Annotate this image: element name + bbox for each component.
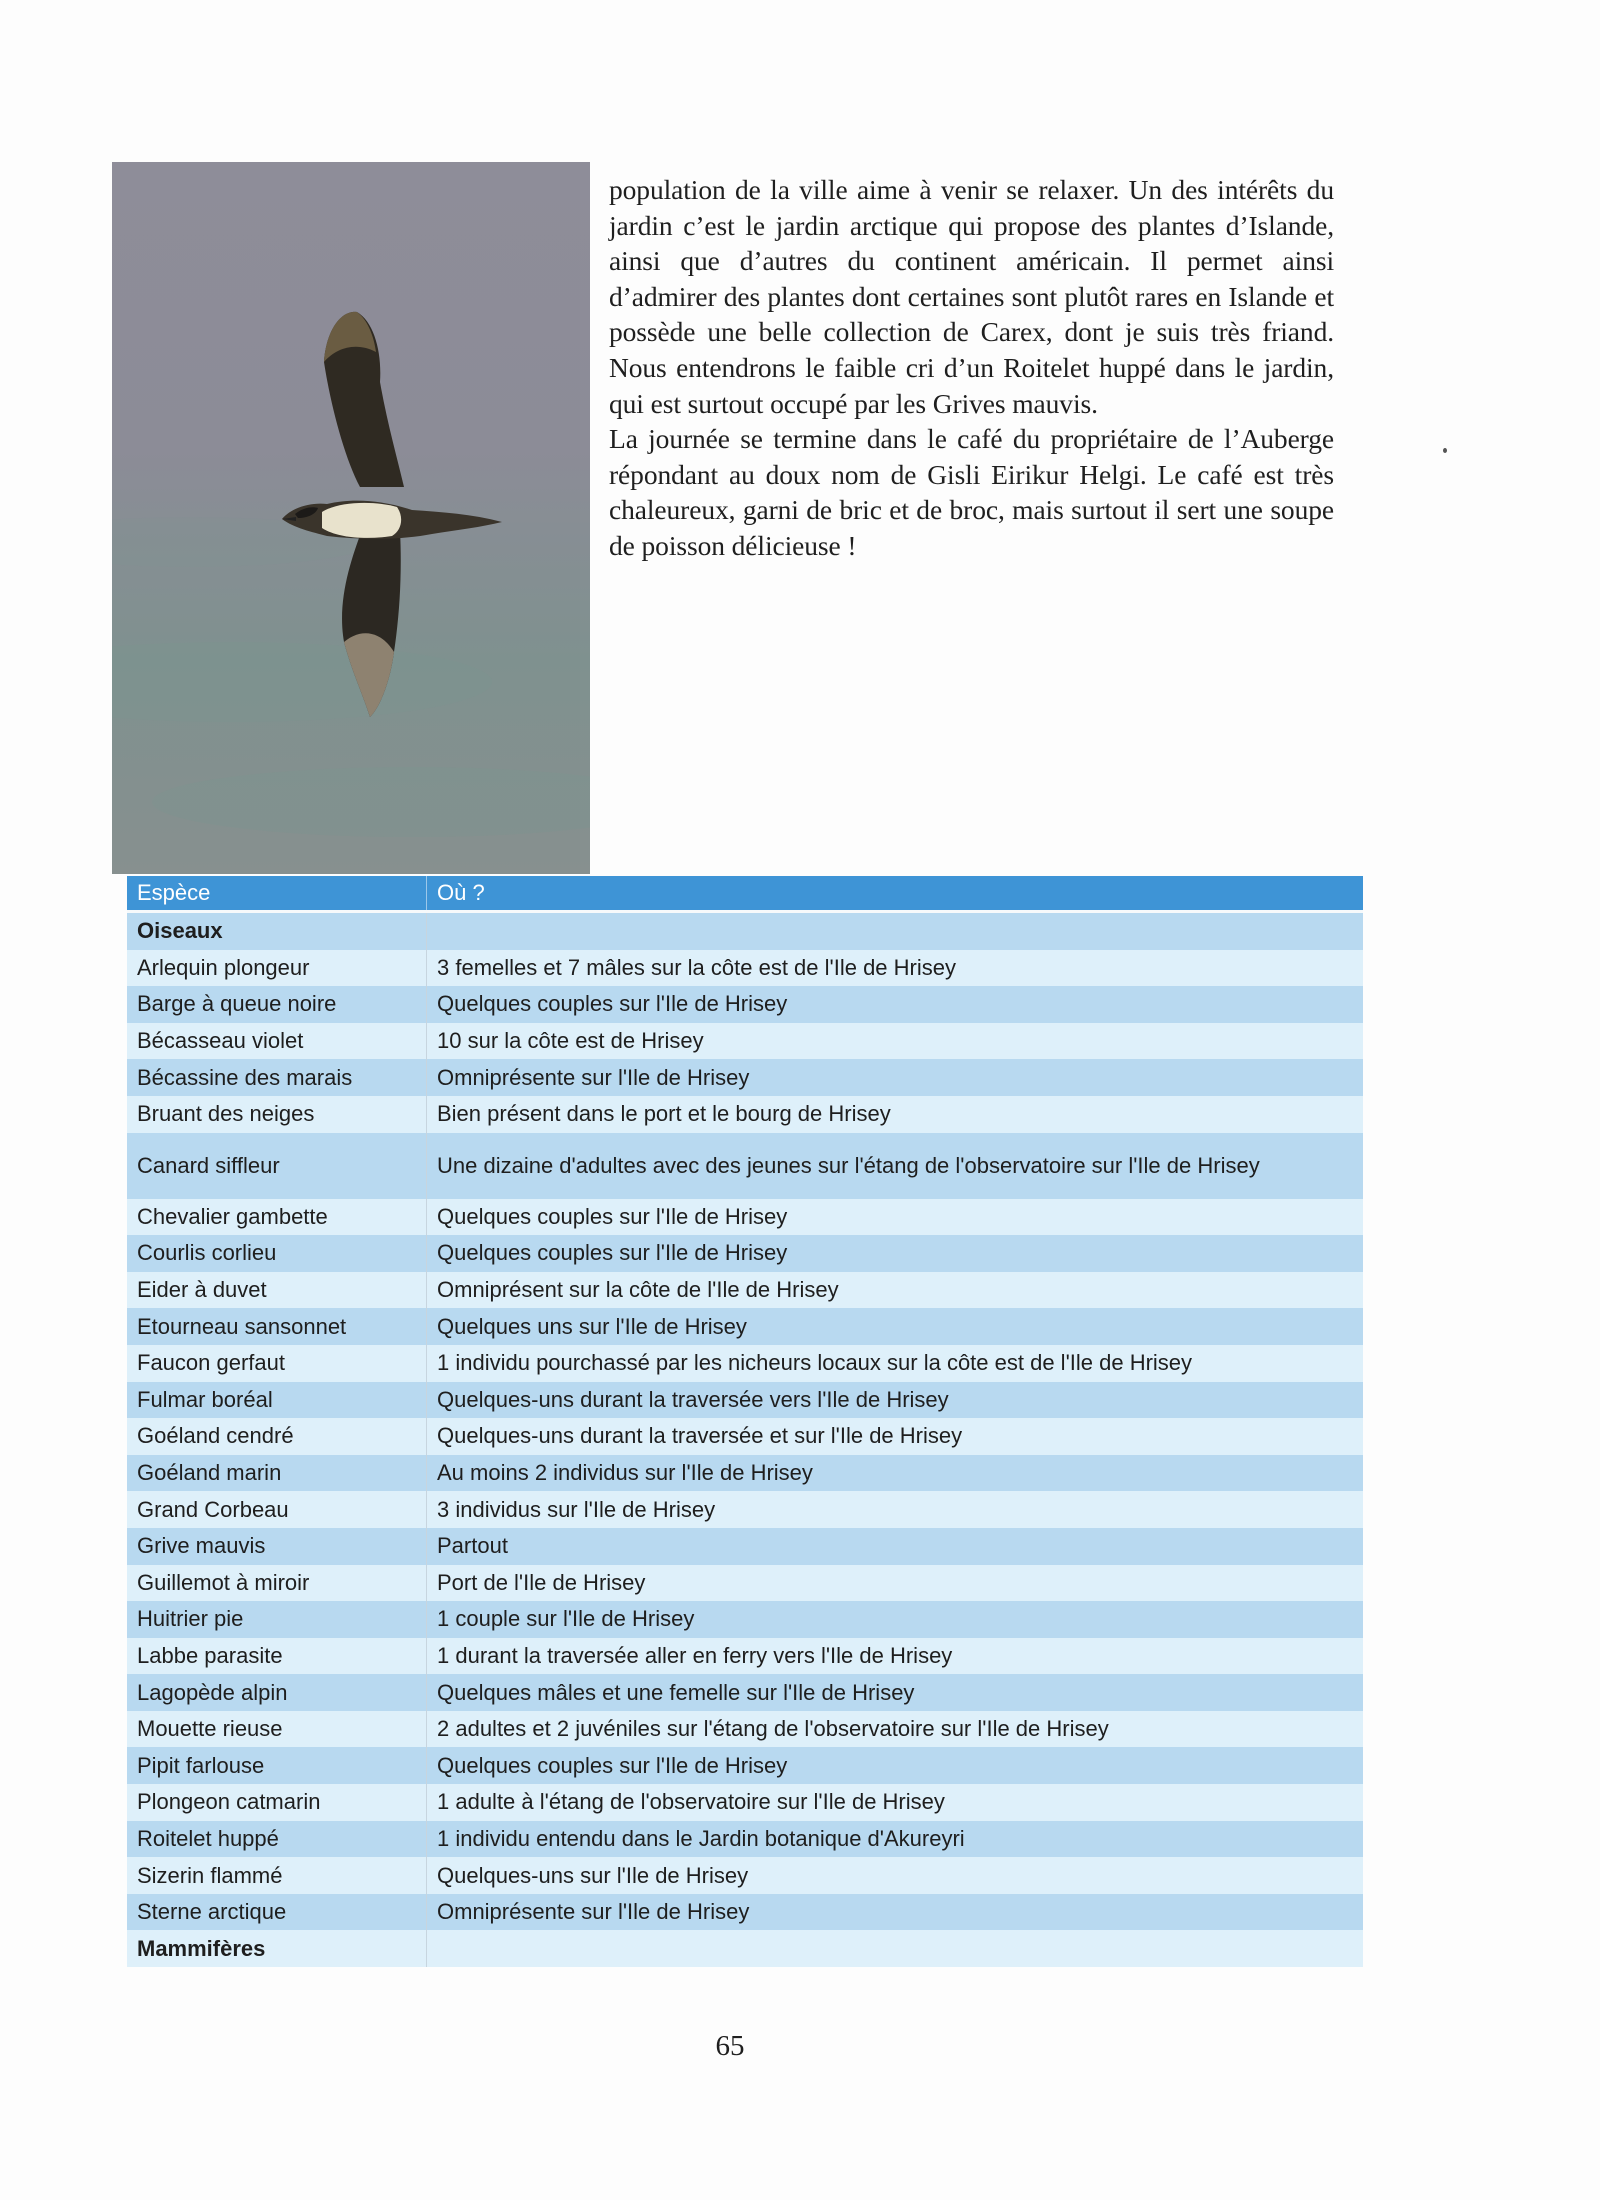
bird-illustration xyxy=(112,162,590,874)
location-cell: Quelques mâles et une femelle sur l'Ile de Hrisey xyxy=(427,1674,1364,1711)
location-cell: Bien présent dans le port et le bourg de Hrisey xyxy=(427,1096,1364,1133)
species-cell: Chevalier gambette xyxy=(127,1199,427,1236)
species-cell: Lagopède alpin xyxy=(127,1674,427,1711)
table-row xyxy=(127,986,1363,1023)
location-cell: Quelques couples sur l'Ile de Hrisey xyxy=(427,986,1364,1023)
species-cell: Grand Corbeau xyxy=(127,1491,427,1528)
location-cell: 2 adultes et 2 juvéniles sur l'étang de l'observatoire sur l'Ile de Hrisey xyxy=(427,1711,1364,1748)
location-cell: Omniprésente sur l'Ile de Hrisey xyxy=(427,1894,1364,1931)
location-cell: Port de l'Ile de Hrisey xyxy=(427,1565,1364,1602)
table-row xyxy=(127,1418,1363,1455)
location-cell: Quelques uns sur l'Ile de Hrisey xyxy=(427,1308,1364,1345)
location-cell: 3 individus sur l'Ile de Hrisey xyxy=(427,1491,1364,1528)
location-cell: Quelques couples sur l'Ile de Hrisey xyxy=(427,1235,1364,1272)
location-cell: Omniprésent sur la côte de l'Ile de Hrisey xyxy=(427,1272,1364,1309)
location-cell: Partout xyxy=(427,1528,1364,1565)
species-cell: Courlis corlieu xyxy=(127,1235,427,1272)
page-number: 65 xyxy=(715,2030,745,2062)
species-cell: Bruant des neiges xyxy=(127,1096,427,1133)
location-cell: Au moins 2 individus sur l'Ile de Hrisey xyxy=(427,1455,1364,1492)
table-row xyxy=(127,1894,1363,1931)
table-header-row xyxy=(127,876,1363,912)
table-body xyxy=(127,912,1363,1968)
table-group-row xyxy=(127,912,1363,950)
group-label-cell: Mammifères xyxy=(127,1930,427,1967)
table-row xyxy=(127,1272,1363,1309)
location-cell: 3 femelles et 7 mâles sur la côte est de l'Ile de Hrisey xyxy=(427,950,1364,987)
location-cell: Omniprésente sur l'Ile de Hrisey xyxy=(427,1059,1364,1096)
table-row xyxy=(127,1747,1363,1784)
bird-photo xyxy=(112,162,590,874)
table-row xyxy=(127,1528,1363,1565)
table-row xyxy=(127,1382,1363,1419)
article-paragraph: population de la ville aime à venir se relaxer. Un des intérêts du jardin c’est le jardin arctique qui propose des plantes d’Islande, ainsi que d’autres du continent américain. Il permet ainsi d’admirer des plantes dont certaines sont plutôt rares en Islande et possède une belle collection de Carex, dont je suis très friand. Nous entendrons le faible cri d’un Roitelet huppé dans le jardin, qui est surtout occupé par les Grives mauvis. xyxy=(609,174,1334,419)
table-row xyxy=(127,1235,1363,1272)
location-cell: Quelques-uns durant la traversée vers l'Ile de Hrisey xyxy=(427,1382,1364,1419)
species-cell: Arlequin plongeur xyxy=(127,950,427,987)
species-cell: Grive mauvis xyxy=(127,1528,427,1565)
article-text xyxy=(609,172,1334,564)
species-cell: Fulmar boréal xyxy=(127,1382,427,1419)
table-row xyxy=(127,1308,1363,1345)
species-table xyxy=(127,876,1363,1967)
table-row xyxy=(127,1059,1363,1096)
species-cell: Mouette rieuse xyxy=(127,1711,427,1748)
location-cell: Une dizaine d'adultes avec des jeunes sur l'étang de l'observatoire sur l'Ile de Hrisey xyxy=(427,1133,1364,1199)
location-cell: 1 individu pourchassé par les nicheurs locaux sur la côte est de l'Ile de Hrisey xyxy=(427,1345,1364,1382)
table-row xyxy=(127,1455,1363,1492)
species-cell: Sizerin flammé xyxy=(127,1857,427,1894)
column-header-species: Espèce xyxy=(127,876,427,912)
table-row xyxy=(127,1345,1363,1382)
table-row xyxy=(127,950,1363,987)
location-cell: 1 durant la traversée aller en ferry vers l'Ile de Hrisey xyxy=(427,1638,1364,1675)
species-cell: Faucon gerfaut xyxy=(127,1345,427,1382)
table-row xyxy=(127,1711,1363,1748)
species-cell: Guillemot à miroir xyxy=(127,1565,427,1602)
location-cell: Quelques-uns sur l'Ile de Hrisey xyxy=(427,1857,1364,1894)
species-cell: Huitrier pie xyxy=(127,1601,427,1638)
location-cell: Quelques couples sur l'Ile de Hrisey xyxy=(427,1199,1364,1236)
location-cell xyxy=(427,1930,1364,1967)
species-cell: Plongeon catmarin xyxy=(127,1784,427,1821)
table-group-row xyxy=(127,1930,1363,1967)
table-row xyxy=(127,1638,1363,1675)
group-label-cell: Oiseaux xyxy=(127,912,427,950)
species-cell: Eider à duvet xyxy=(127,1272,427,1309)
scan-speck xyxy=(1443,448,1447,453)
table-row xyxy=(127,1821,1363,1858)
table-row xyxy=(127,1784,1363,1821)
table-row xyxy=(127,1023,1363,1060)
species-cell: Pipit farlouse xyxy=(127,1747,427,1784)
species-cell: Goéland cendré xyxy=(127,1418,427,1455)
species-cell: Etourneau sansonnet xyxy=(127,1308,427,1345)
table-row xyxy=(127,1601,1363,1638)
table-row xyxy=(127,1565,1363,1602)
location-cell: 1 individu entendu dans le Jardin botanique d'Akureyri xyxy=(427,1821,1364,1858)
species-cell: Labbe parasite xyxy=(127,1638,427,1675)
column-header-where: Où ? xyxy=(427,876,1364,912)
article-paragraph: La journée se termine dans le café du propriétaire de l’Auberge répondant au doux nom de Gisli Eirikur Helgi. Le café est très chaleureux, garni de bric et de broc, mais surtout il sert une soupe de poisson délicieuse ! xyxy=(609,423,1334,561)
species-cell: Sterne arctique xyxy=(127,1894,427,1931)
species-cell: Bécassine des marais xyxy=(127,1059,427,1096)
table-row xyxy=(127,1674,1363,1711)
species-cell: Bécasseau violet xyxy=(127,1023,427,1060)
table-row xyxy=(127,1199,1363,1236)
location-cell: Quelques-uns durant la traversée et sur l'Ile de Hrisey xyxy=(427,1418,1364,1455)
table-row xyxy=(127,1491,1363,1528)
species-cell: Barge à queue noire xyxy=(127,986,427,1023)
location-cell xyxy=(427,912,1364,950)
table-row xyxy=(127,1096,1363,1133)
table-row xyxy=(127,1857,1363,1894)
location-cell: 1 couple sur l'Ile de Hrisey xyxy=(427,1601,1364,1638)
table-row xyxy=(127,1133,1363,1199)
species-cell: Roitelet huppé xyxy=(127,1821,427,1858)
species-cell: Canard siffleur xyxy=(127,1133,427,1199)
location-cell: Quelques couples sur l'Ile de Hrisey xyxy=(427,1747,1364,1784)
location-cell: 1 adulte à l'étang de l'observatoire sur l'Ile de Hrisey xyxy=(427,1784,1364,1821)
location-cell: 10 sur la côte est de Hrisey xyxy=(427,1023,1364,1060)
species-cell: Goéland marin xyxy=(127,1455,427,1492)
